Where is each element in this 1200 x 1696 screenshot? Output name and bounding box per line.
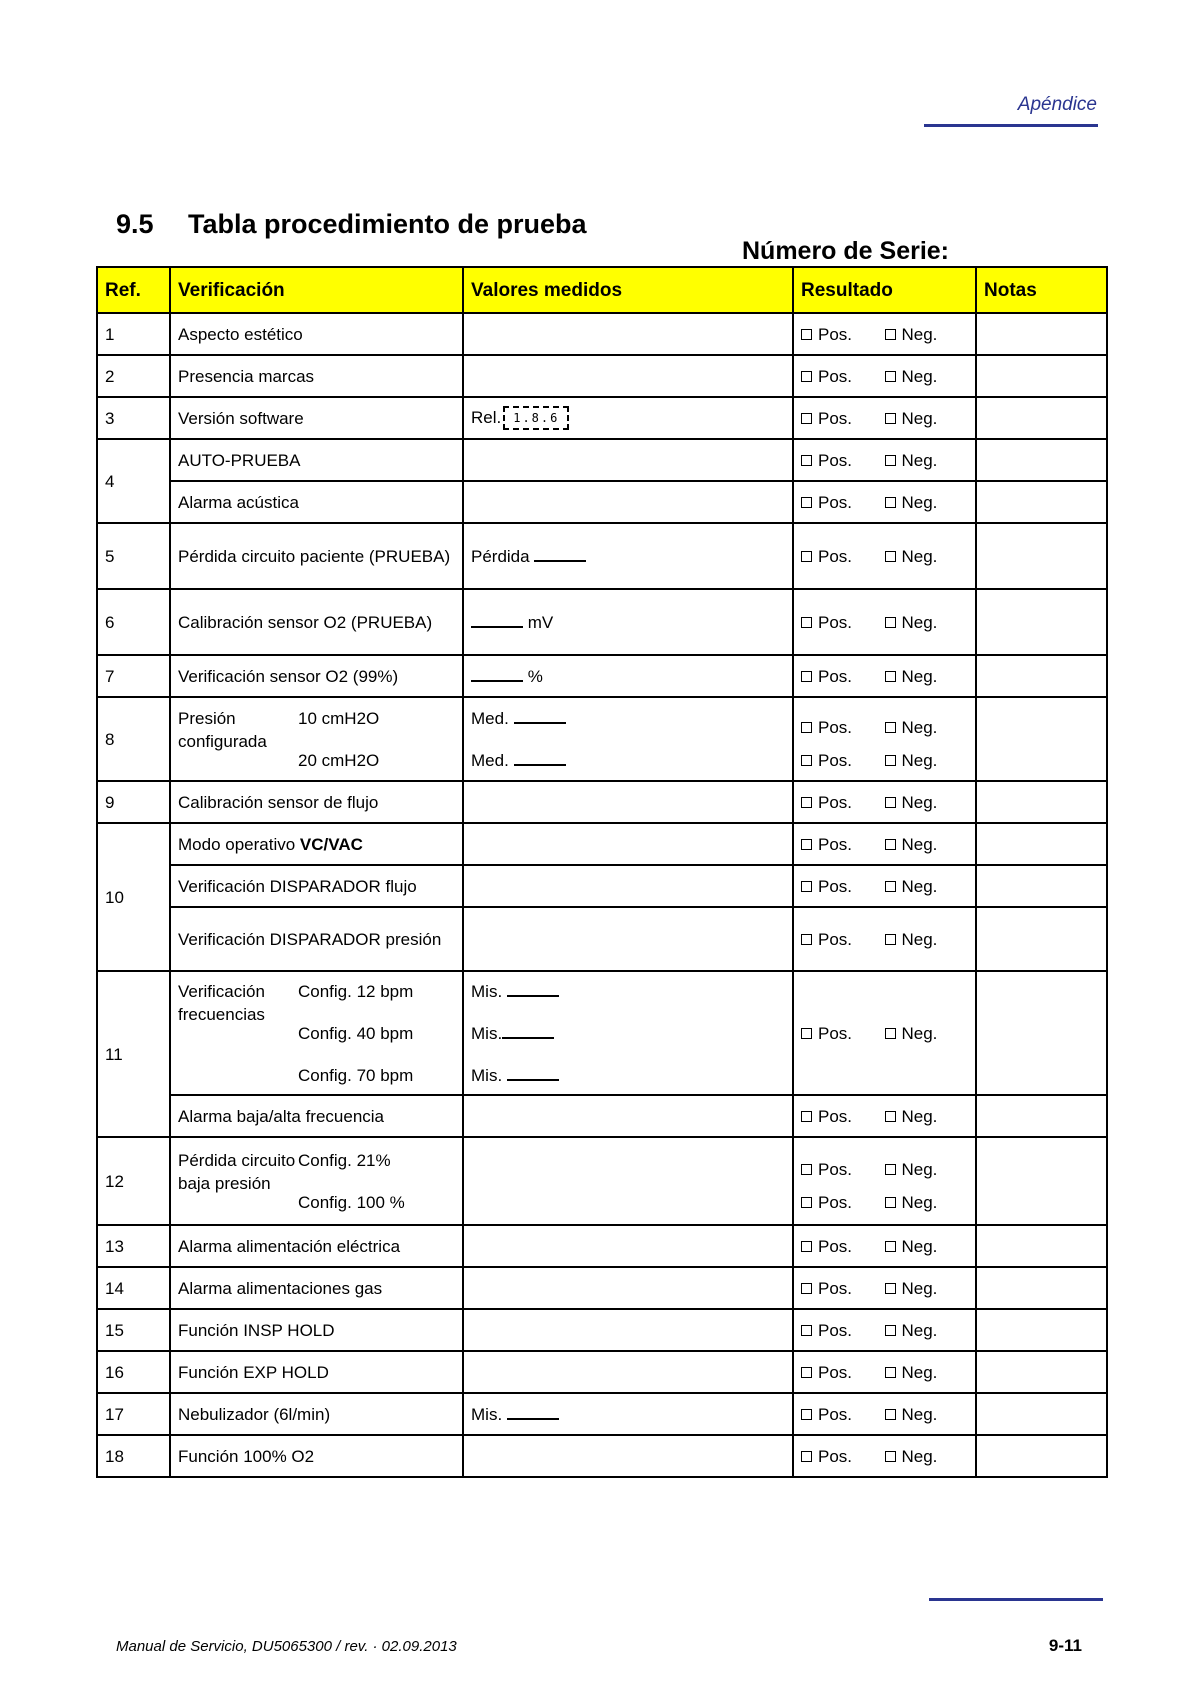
leak-label: Pérdida circuito baja presión <box>178 1150 296 1193</box>
table-row <box>97 781 1107 823</box>
row-ref: 5 <box>97 523 170 589</box>
table-row <box>97 1267 1107 1309</box>
row-measured <box>463 1095 793 1137</box>
config-value: Config. 12 bpm <box>298 981 414 1001</box>
neg-checkbox[interactable]: Neg. <box>885 1105 969 1128</box>
neg-checkbox[interactable]: Neg. <box>885 707 969 749</box>
pos-checkbox[interactable]: Pos. <box>801 545 885 568</box>
neg-checkbox[interactable]: Neg. <box>885 791 969 814</box>
checkbox-icon <box>801 497 812 508</box>
checkbox-icon <box>885 722 896 733</box>
row-notes <box>976 481 1107 523</box>
row-notes <box>976 1137 1107 1225</box>
row-notes <box>976 439 1107 481</box>
row-ref: 8 <box>97 697 170 781</box>
table-row <box>97 697 1107 781</box>
row-notes <box>976 907 1107 971</box>
serial-number-label: Número de Serie: <box>742 237 950 265</box>
neg-checkbox[interactable]: Neg. <box>885 833 969 856</box>
row-check: Nebulizador (6l/min) <box>170 1393 463 1435</box>
blank-line <box>514 750 566 766</box>
checkbox-icon <box>885 934 896 945</box>
row-check <box>170 697 463 781</box>
row-measured <box>463 865 793 907</box>
version-prefix: Rel. <box>471 407 502 427</box>
row-check: Verificación sensor O2 (99%) <box>170 655 463 697</box>
pos-checkbox[interactable]: Pos. <box>801 665 885 688</box>
row-measured: mV <box>463 589 793 655</box>
neg-checkbox[interactable]: Neg. <box>885 749 969 772</box>
row-result <box>793 781 976 823</box>
checkbox-icon <box>801 413 812 424</box>
row-notes <box>976 1435 1107 1477</box>
neg-checkbox[interactable]: Neg. <box>885 1319 969 1342</box>
col-header-notes: Notas <box>976 267 1107 313</box>
checkbox-icon <box>885 329 896 340</box>
row-measured: Pérdida <box>463 523 793 589</box>
row-check: Función INSP HOLD <box>170 1309 463 1351</box>
row-notes <box>976 355 1107 397</box>
neg-checkbox[interactable]: Neg. <box>885 1403 969 1426</box>
row-measured <box>463 1137 793 1225</box>
checkbox-icon <box>801 1325 812 1336</box>
row-measured: Mis. <box>463 1393 793 1435</box>
row-result <box>793 1351 976 1393</box>
config-value: Config. 70 bpm <box>298 1065 414 1085</box>
checkbox-icon <box>801 617 812 628</box>
checkbox-icon <box>885 1283 896 1294</box>
row-measured <box>463 1435 793 1477</box>
config-value: Config. 40 bpm <box>298 1023 414 1043</box>
row-notes <box>976 655 1107 697</box>
section-title-text: Tabla procedimiento de prueba <box>188 209 587 239</box>
config-value: Config. 21% <box>298 1150 391 1170</box>
pos-checkbox[interactable]: Pos. <box>801 1445 885 1468</box>
section-number: 9.5 <box>116 209 154 239</box>
row-notes <box>976 1393 1107 1435</box>
blank-line <box>507 1404 559 1420</box>
row-result <box>793 1309 976 1351</box>
checkbox-icon <box>885 455 896 466</box>
checkbox-icon <box>801 1451 812 1462</box>
neg-checkbox[interactable]: Neg. <box>885 323 969 346</box>
table-row <box>97 313 1107 355</box>
checkbox-icon <box>885 1451 896 1462</box>
checkbox-icon <box>801 1028 812 1039</box>
checkbox-icon <box>885 797 896 808</box>
neg-checkbox[interactable]: Neg. <box>885 545 969 568</box>
pos-checkbox[interactable]: Pos. <box>801 611 885 634</box>
row-check: Modo operativo VC/VAC <box>170 823 463 865</box>
section-title <box>116 209 587 240</box>
row-notes <box>976 589 1107 655</box>
pos-checkbox[interactable]: Pos. <box>801 875 885 898</box>
col-header-result: Resultado <box>793 267 976 313</box>
table-row <box>97 355 1107 397</box>
row-result <box>793 971 976 1095</box>
row-check: Alarma alimentaciones gas <box>170 1267 463 1309</box>
row-ref: 6 <box>97 589 170 655</box>
checkbox-icon <box>885 1241 896 1252</box>
header-label: Apéndice <box>1017 94 1097 115</box>
col-header-ref: Ref. <box>97 267 170 313</box>
checkbox-icon <box>801 671 812 682</box>
row-ref: 4 <box>97 439 170 523</box>
footer-rule <box>929 1598 1103 1601</box>
neg-checkbox[interactable]: Neg. <box>885 875 969 898</box>
table-row <box>97 655 1107 697</box>
row-measured: Med. Med. <box>463 697 793 781</box>
blank-line <box>514 708 566 724</box>
checkbox-icon <box>885 617 896 628</box>
row-result <box>793 1225 976 1267</box>
table-row <box>97 1309 1107 1351</box>
row-check: Calibración sensor de flujo <box>170 781 463 823</box>
row-ref: 18 <box>97 1435 170 1477</box>
row-result <box>793 313 976 355</box>
table-row <box>97 1225 1107 1267</box>
checkbox-icon <box>885 839 896 850</box>
table-row <box>97 589 1107 655</box>
neg-checkbox[interactable]: Neg. <box>885 1361 969 1384</box>
row-check: AUTO-PRUEBA <box>170 439 463 481</box>
pos-checkbox[interactable]: Pos. <box>801 1277 885 1300</box>
table-row <box>97 523 1107 589</box>
row-notes <box>976 1225 1107 1267</box>
pos-checkbox[interactable]: Pos. <box>801 1403 885 1426</box>
table-row <box>97 823 1107 865</box>
row-result <box>793 439 976 481</box>
pressure-label: Presión configurada <box>178 708 267 751</box>
row-measured <box>463 823 793 865</box>
checkbox-icon <box>801 839 812 850</box>
neg-checkbox[interactable]: Neg. <box>885 449 969 472</box>
checkbox-icon <box>885 1325 896 1336</box>
row-check: Verificación DISPARADOR presión <box>170 907 463 971</box>
neg-checkbox[interactable]: Neg. <box>885 611 969 634</box>
checkbox-icon <box>885 755 896 766</box>
checkbox-icon <box>885 413 896 424</box>
checkbox-icon <box>801 329 812 340</box>
row-notes <box>976 1267 1107 1309</box>
test-procedure-table <box>96 266 1108 1478</box>
checkbox-icon <box>801 722 812 733</box>
row-notes <box>976 971 1107 1095</box>
row-measured <box>463 781 793 823</box>
neg-checkbox[interactable]: Neg. <box>885 1022 969 1045</box>
table-row <box>97 907 1107 971</box>
checkbox-icon <box>801 551 812 562</box>
checkbox-icon <box>885 1164 896 1175</box>
row-notes <box>976 1351 1107 1393</box>
row-result <box>793 481 976 523</box>
checkbox-icon <box>885 1409 896 1420</box>
row-measured <box>463 1309 793 1351</box>
pos-checkbox[interactable]: Pos. <box>801 1149 885 1191</box>
checkbox-icon <box>801 1241 812 1252</box>
software-version-box: 1.8.6 <box>503 406 569 430</box>
row-ref: 1 <box>97 313 170 355</box>
table-row <box>97 1435 1107 1477</box>
col-header-check: Verificación <box>170 267 463 313</box>
row-check: Función EXP HOLD <box>170 1351 463 1393</box>
neg-checkbox[interactable]: Neg. <box>885 407 969 430</box>
row-result <box>793 697 976 781</box>
row-check: Versión software <box>170 397 463 439</box>
row-check: Aspecto estético <box>170 313 463 355</box>
row-ref: 3 <box>97 397 170 439</box>
neg-checkbox[interactable]: Neg. <box>885 665 969 688</box>
checkbox-icon <box>801 797 812 808</box>
checkbox-icon <box>801 1197 812 1208</box>
blank-line <box>507 1065 559 1081</box>
checkbox-icon <box>801 1164 812 1175</box>
row-result <box>793 523 976 589</box>
config-value: Config. 100 % <box>298 1192 405 1212</box>
row-ref: 17 <box>97 1393 170 1435</box>
pos-checkbox[interactable]: Pos. <box>801 1022 885 1045</box>
row-notes <box>976 313 1107 355</box>
row-result <box>793 589 976 655</box>
row-result <box>793 1267 976 1309</box>
checkbox-icon <box>885 371 896 382</box>
row-notes <box>976 865 1107 907</box>
table-row <box>97 397 1107 439</box>
page-number: 9-11 <box>1048 1636 1082 1655</box>
row-ref: 7 <box>97 655 170 697</box>
pos-checkbox[interactable]: Pos. <box>801 1361 885 1384</box>
row-result <box>793 1393 976 1435</box>
table-row <box>97 1393 1107 1435</box>
frequency-label: Verificación frecuencias <box>178 981 265 1024</box>
table-header-row <box>97 267 1107 313</box>
neg-checkbox[interactable]: Neg. <box>885 1235 969 1258</box>
row-result <box>793 397 976 439</box>
row-check: Alarma alimentación eléctrica <box>170 1225 463 1267</box>
row-result <box>793 655 976 697</box>
checkbox-icon <box>801 455 812 466</box>
checkbox-icon <box>801 1111 812 1122</box>
row-check: Función 100% O2 <box>170 1435 463 1477</box>
pos-checkbox[interactable]: Pos. <box>801 365 885 388</box>
row-check <box>170 971 463 1095</box>
row-result <box>793 1137 976 1225</box>
row-check: Alarma baja/alta frecuencia <box>170 1095 463 1137</box>
checkbox-icon <box>801 1409 812 1420</box>
blank-line <box>502 1023 554 1039</box>
table-row <box>97 1095 1107 1137</box>
neg-checkbox[interactable]: Neg. <box>885 928 969 951</box>
row-notes <box>976 781 1107 823</box>
row-result <box>793 1435 976 1477</box>
neg-checkbox[interactable]: Neg. <box>885 365 969 388</box>
pos-checkbox[interactable]: Pos. <box>801 1319 885 1342</box>
pos-checkbox[interactable]: Pos. <box>801 491 885 514</box>
row-notes <box>976 1309 1107 1351</box>
pos-checkbox[interactable]: Pos. <box>801 449 885 472</box>
checkbox-icon <box>801 1283 812 1294</box>
row-measured <box>463 481 793 523</box>
checkbox-icon <box>801 1367 812 1378</box>
blank-line <box>507 981 559 997</box>
row-notes <box>976 397 1107 439</box>
row-check <box>170 1137 463 1225</box>
row-ref: 13 <box>97 1225 170 1267</box>
row-notes <box>976 523 1107 589</box>
row-notes <box>976 823 1107 865</box>
footer-manual-reference: Manual de Servicio, DU5065300 / rev. · 02.09.2013 <box>116 1638 457 1655</box>
table-row <box>97 971 1107 1095</box>
row-ref: 16 <box>97 1351 170 1393</box>
row-measured <box>463 397 793 439</box>
row-result <box>793 355 976 397</box>
row-measured <box>463 1351 793 1393</box>
pos-checkbox[interactable]: Pos. <box>801 323 885 346</box>
row-result <box>793 1095 976 1137</box>
checkbox-icon <box>885 671 896 682</box>
checkbox-icon <box>801 934 812 945</box>
checkbox-icon <box>885 1367 896 1378</box>
row-result <box>793 823 976 865</box>
checkbox-icon <box>885 1111 896 1122</box>
checkbox-icon <box>801 371 812 382</box>
row-measured <box>463 313 793 355</box>
row-ref: 9 <box>97 781 170 823</box>
pos-checkbox[interactable]: Pos. <box>801 707 885 749</box>
checkbox-icon <box>885 497 896 508</box>
table-row <box>97 481 1107 523</box>
row-measured: % <box>463 655 793 697</box>
row-notes <box>976 1095 1107 1137</box>
row-ref: 14 <box>97 1267 170 1309</box>
row-ref: 10 <box>97 823 170 971</box>
pos-checkbox[interactable]: Pos. <box>801 1105 885 1128</box>
checkbox-icon <box>885 551 896 562</box>
row-ref: 2 <box>97 355 170 397</box>
col-header-measured: Valores medidos <box>463 267 793 313</box>
row-check: Verificación DISPARADOR flujo <box>170 865 463 907</box>
row-ref: 11 <box>97 971 170 1137</box>
row-check: Calibración sensor O2 (PRUEBA) <box>170 589 463 655</box>
table-row <box>97 865 1107 907</box>
neg-checkbox[interactable]: Neg. <box>885 1149 969 1191</box>
config-value: 20 cmH2O <box>298 750 380 770</box>
neg-checkbox[interactable]: Neg. <box>885 1277 969 1300</box>
table-row <box>97 1137 1107 1225</box>
row-check: Pérdida circuito paciente (PRUEBA) <box>170 523 463 589</box>
checkbox-icon <box>801 755 812 766</box>
row-result <box>793 865 976 907</box>
header-rule <box>924 124 1098 127</box>
checkbox-icon <box>885 881 896 892</box>
table-row <box>97 439 1107 481</box>
row-check: Alarma acústica <box>170 481 463 523</box>
row-check: Presencia marcas <box>170 355 463 397</box>
pos-checkbox[interactable]: Pos. <box>801 928 885 951</box>
neg-checkbox[interactable]: Neg. <box>885 1445 969 1468</box>
neg-checkbox[interactable]: Neg. <box>885 1191 969 1214</box>
row-measured <box>463 439 793 481</box>
row-ref: 15 <box>97 1309 170 1351</box>
row-measured <box>463 907 793 971</box>
row-measured <box>463 1225 793 1267</box>
table-row <box>97 1351 1107 1393</box>
pos-checkbox[interactable]: Pos. <box>801 833 885 856</box>
row-ref: 12 <box>97 1137 170 1225</box>
blank-line <box>471 666 523 682</box>
pos-checkbox[interactable]: Pos. <box>801 791 885 814</box>
row-notes <box>976 697 1107 781</box>
pos-checkbox[interactable]: Pos. <box>801 749 885 772</box>
pos-checkbox[interactable]: Pos. <box>801 1235 885 1258</box>
blank-line <box>534 546 586 562</box>
config-value: 10 cmH2O <box>298 708 380 728</box>
row-result <box>793 907 976 971</box>
neg-checkbox[interactable]: Neg. <box>885 491 969 514</box>
checkbox-icon <box>801 881 812 892</box>
checkbox-icon <box>885 1028 896 1039</box>
row-measured <box>463 1267 793 1309</box>
row-measured: Mis. Mis. Mis. <box>463 971 793 1095</box>
blank-line <box>471 612 523 628</box>
pos-checkbox[interactable]: Pos. <box>801 1191 885 1214</box>
row-measured <box>463 355 793 397</box>
pos-checkbox[interactable]: Pos. <box>801 407 885 430</box>
checkbox-icon <box>885 1197 896 1208</box>
